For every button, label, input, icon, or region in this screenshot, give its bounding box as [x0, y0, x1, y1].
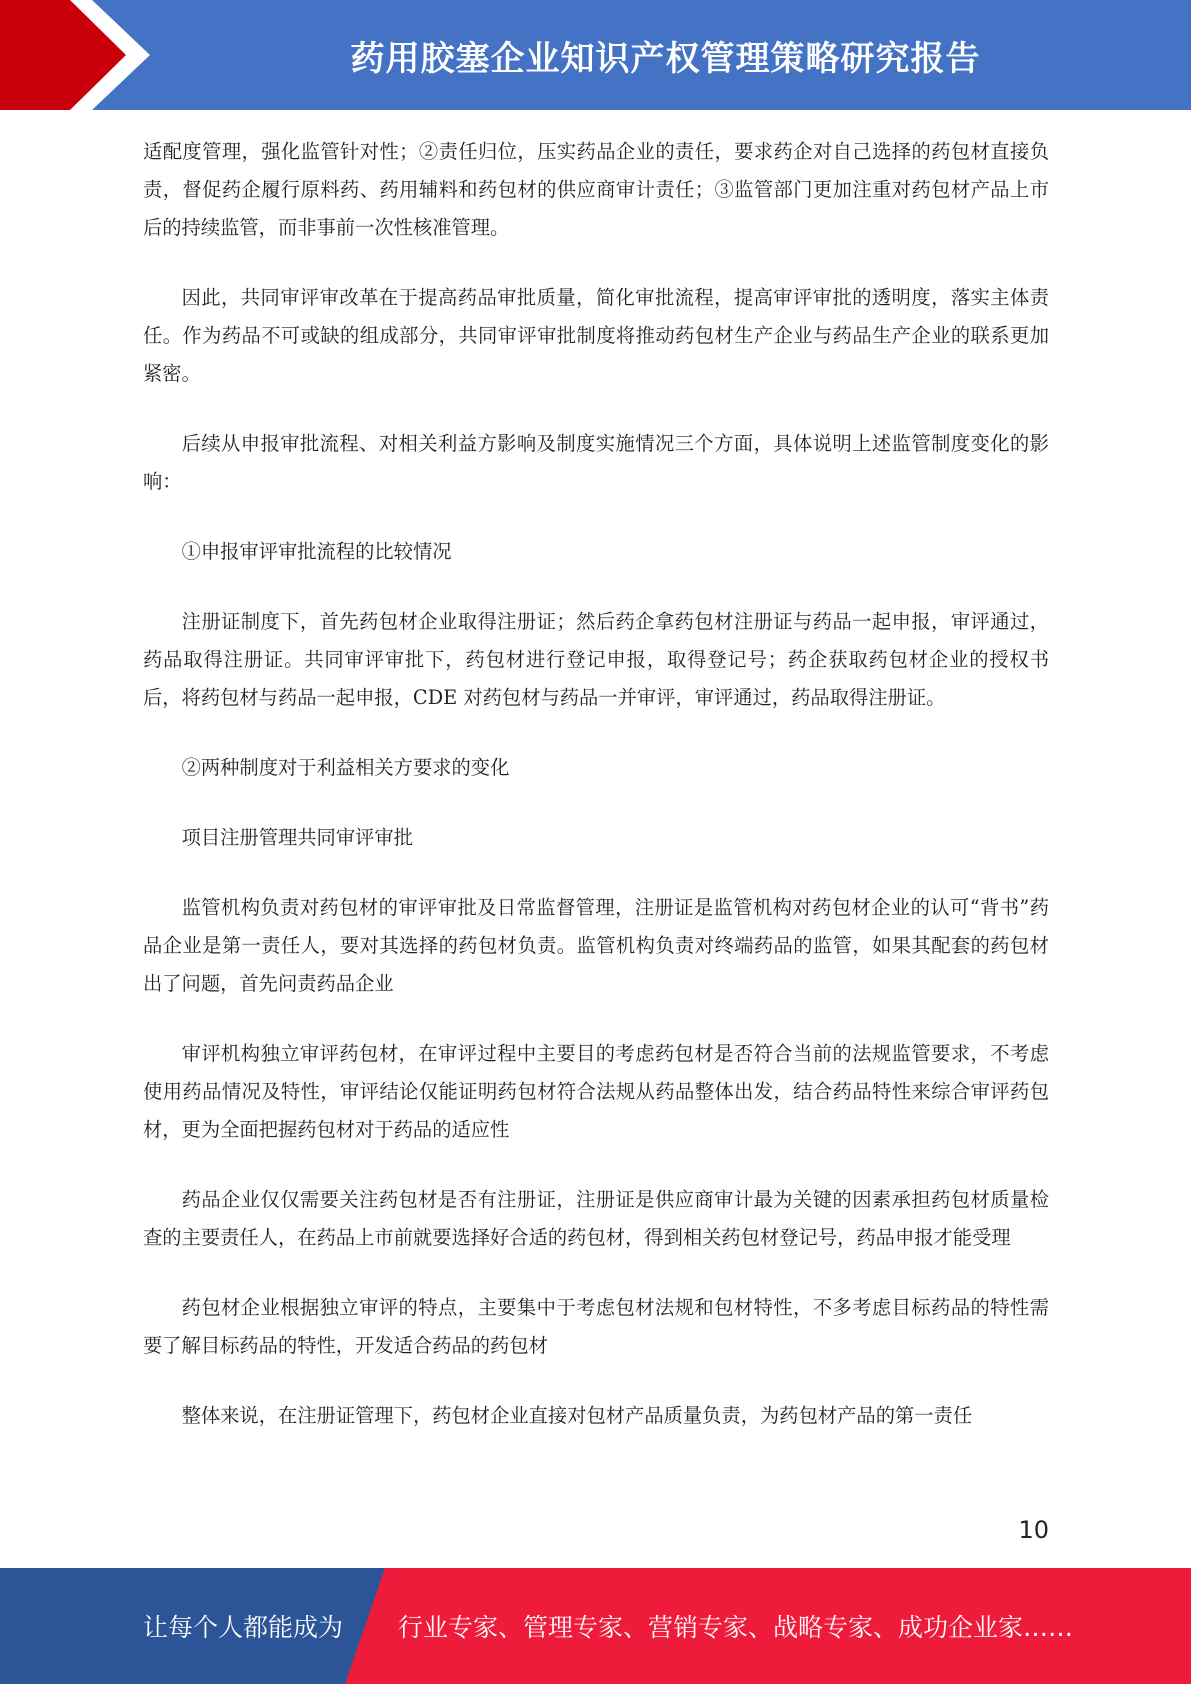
report-title: 药用胶塞企业知识产权管理策略研究报告 [350, 38, 981, 79]
footer-slogan-right: 行业专家、管理专家、营销专家、战略专家、成功企业家…… [398, 1613, 1074, 1642]
paragraph: 后续从申报审批流程、对相关利益方影响及制度实施情况三个方面，具体说明上述监管制度变化的影响： [143, 432, 1049, 493]
paragraph-continuation: 适配度管理，强化监管针对性；②责任归位，压实药品企业的责任，要求药企对自己选择的药包材直接负责，督促药企履行原料药、药用辅料和药包材的供应商审计责任；③监管部门更加注重对药包材产品上市后的持续监管，而非事前一次性核准管理。 [143, 140, 1049, 239]
table-header-line: 项目注册管理共同审评审批 [181, 826, 413, 849]
page-number: 10 [1018, 1516, 1049, 1544]
header-band [0, 0, 1191, 110]
section-heading-stakeholder-changes: ②两种制度对于利益相关方要求的变化 [181, 756, 510, 779]
section-heading-process-comparison: ①申报审评审批流程的比较情况 [181, 540, 452, 563]
paragraph: 审评机构独立审评药包材，在审评过程中主要目的考虑药包材是否符合当前的法规监管要求，不考虑使用药品情况及特性，审评结论仅能证明药包材符合法规从药品整体出发，结合药品特性来综合审评药包材，更为全面把握药包材对于药品的适应性 [143, 1042, 1049, 1141]
document-body [143, 133, 1049, 1467]
paragraph: 整体来说，在注册证管理下，药包材企业直接对包材产品质量负责，为药包材产品的第一责任 [181, 1404, 973, 1427]
paragraph: 监管机构负责对药包材的审评审批及日常监督管理，注册证是监管机构对药包材企业的认可“背书”药品企业是第一责任人，要对其选择的药包材负责。监管机构负责对终端药品的监管，如果其配套的药包材出了问题，首先问责药品企业 [143, 896, 1049, 995]
paragraph: 药品企业仅仅需要关注药包材是否有注册证，注册证是供应商审计最为关键的因素承担药包材质量检查的主要责任人，在药品上市前就要选择好合适的药包材，得到相关药包材登记号，药品申报才能受理 [143, 1188, 1049, 1249]
paragraph: 注册证制度下，首先药包材企业取得注册证；然后药企拿药包材注册证与药品一起申报，审评通过，药品取得注册证。共同审评审批下，药包材进行登记申报，取得登记号；药企获取药包材企业的授权书后，将药包材与药品一起申报，CDE 对药包材与药品一并审评，审评通过，药品取得注册证。 [143, 610, 1049, 709]
paragraph: 因此，共同审评审改革在于提高药品审批质量，简化审批流程，提高审评审批的透明度，落实主体责任。作为药品不可或缺的组成部分，共同审评审批制度将推动药包材生产企业与药品生产企业的联系更加紧密。 [143, 286, 1049, 385]
paragraph: 药包材企业根据独立审评的特点，主要集中于考虑包材法规和包材特性，不多考虑目标药品的特性需要了解目标药品的特性，开发适合药品的药包材 [143, 1296, 1049, 1357]
header-arrow-decoration [0, 0, 160, 110]
footer-slogan-left: 让每个人都能成为 [143, 1613, 344, 1642]
footer-band [0, 1568, 1191, 1684]
